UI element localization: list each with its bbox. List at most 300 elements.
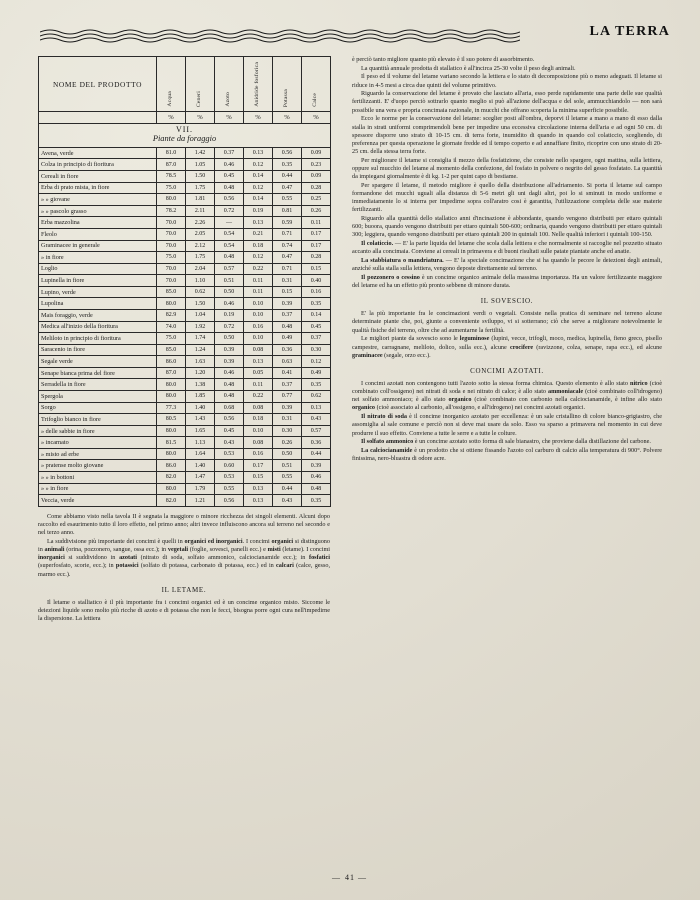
cell-value: 0.22 [244,391,273,403]
cell-value: 0.48 [273,321,302,333]
paragraph-colaticcio: Il colaticcio. — E' la parte liquida del letame che scola dalla lettiera e che normalmente si raccoglie nel pozzetto situato accanto alla concimaia. Conviene ai cereali in primavera e di buoni risultati sulle patate piantate anche ed anatie. [352,240,662,256]
cell-value: 0.11 [244,286,273,298]
unit-cell: % [244,112,273,124]
cell-value: 1.47 [186,472,215,484]
cell-value: 0.35 [302,298,331,310]
cell-value: 0.48 [215,391,244,403]
cell-value: 0.09 [302,147,331,159]
table-row [39,321,331,333]
cell-value: 0.39 [215,356,244,368]
cell-value: 0.37 [302,333,331,345]
cell-value: 1.85 [186,391,215,403]
cell-value: 0.10 [244,298,273,310]
table-row [39,159,331,171]
cell-value: 0.46 [302,472,331,484]
paragraph-azotati-intro: I concimi azotati non contengono tutti l'azoto sotto la stessa forma chimica. Questo elemento è allo stato nitrico (cioè combinato coll'ossigeno) nei nitrati di soda e nei nitrato di calce; è allo stato ammoniacale (cioè combinato coll'idrogeno) nei solfato ammoniaco; è allo stato organico (cioè combinato con carbonio nella calciocianamide, è infine allo stato organico (cioè associato al carbonio, all'ossigeno, e all'idrogeno) nei concimi azotati organici. [352,379,663,412]
section-number: VII. [175,125,194,135]
cell-value: 0.17 [244,460,273,472]
cell-value: 0.13 [244,147,273,159]
cell-value: 0.49 [302,367,331,379]
cell-value: 0.46 [215,367,244,379]
column-header-ceneri: Ceneri [186,57,215,112]
cell-value: 1.42 [186,147,215,159]
cell-product-name: Lupino, verde [39,286,157,298]
cell-product-name: Erba mazzolina [39,217,157,229]
paragraph-calciocianamide: La calciocianamide è un prodotto che si ottiene fissando l'azoto col carburo di calcio alla temperatura di 900°. Polvere finissima, nero-bluastra di odore acre. [352,446,662,463]
cell-value: 78.2 [157,205,186,217]
cell-value: 87.0 [157,159,186,171]
cell-value: 0.13 [244,356,273,368]
cell-value: 1.13 [186,437,215,449]
cell-value: 0.62 [302,391,331,403]
cell-product-name: Segale verde [39,356,157,368]
cell-product-name: » in fiore [39,252,157,264]
cell-value: 1.75 [186,252,215,264]
cell-value: 0.19 [244,205,273,217]
cell-value: — [215,217,244,229]
cell-product-name: » » giovane [39,194,157,206]
cell-product-name: Medica all'inizio della fioritura [39,321,157,333]
cell-value: 0.77 [273,391,302,403]
cell-value: 80.0 [157,425,186,437]
left-body-text [38,513,330,624]
cell-value: 1.63 [186,356,215,368]
cell-value: 78.5 [157,171,186,183]
section-heading-cell [39,124,331,148]
cell-value: 0.47 [273,252,302,264]
masthead [40,24,670,50]
cell-value: 1.40 [186,460,215,472]
cell-value: 0.36 [302,437,331,449]
cell-value: 0.47 [273,182,302,194]
cell-value: 0.39 [273,298,302,310]
table-row [39,194,331,206]
table-row [39,263,331,275]
cell-value: 0.55 [273,194,302,206]
cell-value: 0.12 [302,356,331,368]
paragraph: Il peso ed il volume del letame variano secondo la lettiera e lo stato di decomposizione più o meno adeguati. Il letame si riduce in 4-5 mesi a circa due quinti del volume primitivo. [352,73,662,89]
cell-value: 0.28 [302,182,331,194]
cell-value: 0.48 [215,379,244,391]
cell-value: 80.0 [157,298,186,310]
unit-cell: % [302,112,331,124]
cell-value: 1.92 [186,321,215,333]
cell-value: 1.64 [186,448,215,460]
cell-value: 74.0 [157,321,186,333]
cell-product-name: Colza in principio di fioritura [39,159,157,171]
unit-cell: % [186,112,215,124]
cell-value: 0.12 [244,159,273,171]
cell-value: 0.74 [273,240,302,252]
cell-value: 1.10 [186,275,215,287]
section-heading-letame: IL LETAME. [161,585,207,594]
cell-value: 0.16 [244,321,273,333]
cell-value: 0.50 [215,333,244,345]
page-title: LA TERRA [589,24,670,39]
cell-value: 0.05 [244,367,273,379]
cell-product-name: Meliloto in principio di fioritura [39,333,157,345]
paragraph-pozzonero: Il pozzonero o cessino è un concime organico animale della massima importanza. Ha un valore fertilizzante maggiore del letame ed ha un effetto più pronto sebbene di minore durata. [352,273,662,290]
column-header-acqua: Acqua [157,57,186,112]
paragraph: Ecco le norme per la conservazione del letame: sceglier posti all'ombra, deporvi il letame a mano a mano di esso dalla stalla in strati uniformi comprimendoli bene per impedire una eccessiva circolazione interna dell'aria e ad ogni 50 cm. di spessore disporre uno strato di 10-15 cm. di terra forte, inumidito di quando in quando col colaticcio, scegliendo, di preferenza per questa operazione le giornate fredde ed il tempo coperto e ad annaffiare finito, ricoprire con uno strato di 20-25 cm. della stessa terra forte. [352,115,662,156]
cell-value: 0.56 [215,414,244,426]
crops-table [38,56,331,507]
page-number: 41 [345,873,355,882]
table-row [39,367,331,379]
cell-value: 0.36 [273,344,302,356]
table-row [39,448,331,460]
table-row [39,171,331,183]
cell-product-name: Avena, verde [39,147,157,159]
cell-value: 0.43 [215,437,244,449]
cell-value: 1.38 [186,379,215,391]
cell-value: 0.55 [215,483,244,495]
cell-value: 0.56 [215,194,244,206]
cell-value: 0.48 [215,182,244,194]
paragraph: La quantità annuale prodotta di stallatico è all'incirca 25-30 volte il peso degli animali. [361,64,576,72]
cell-product-name: Cereali in fiore [39,171,157,183]
table-row [39,483,331,495]
cell-product-name: Erba di prato mista, in fiore [39,182,157,194]
cell-value: 1.04 [186,309,215,321]
paragraph: è perciò tanto migliore quanto più elevato è il suo potere di assorbimento. [352,56,535,63]
left-column [38,56,330,856]
cell-value: 0.71 [273,228,302,240]
table-row-units [39,112,331,124]
cell-value: 70.0 [157,275,186,287]
cell-product-name: Saracenio in fiore [39,344,157,356]
cell-value: 0.17 [302,240,331,252]
paragraph: Riguardo la conservazione del letame è provato che lasciato all'aria, esso perde rapidamente una parte delle sue qualità fertilizzanti. E' d'uopo perciò sottrarlo quanto meglio si può all'azione dell'acqua e del sole, ammucchiandolo — non sarà possibile una vera e propria concimaia razionale, in mucchi che offrano scoperta la minima superficie possibile. [352,90,662,114]
table-row [39,240,331,252]
paragraph: Riguardo alla quantità dello stallatico anni d'incinazione è abbondante, quando vengono distribuiti per ettaro quintali 600; buoora, quando vengono distribuiti per ettaro quintali 500-600; ordinaria, quando vengono distribuiti per ettaro quintali 300; leggiera, quando vengono distribuiti per ettaro quintali 200 in quintali 100. Nelle qualità inferiori i quintali 100-150. [352,215,662,239]
cell-value: 77.3 [157,402,186,414]
column-header-anidride-fosforica: Anidride fosforica [244,57,273,112]
unit-cell: % [273,112,302,124]
paragraph-nitrato-di-soda: Il nitrato di soda è il concime inorganico azotato per eccellenza: è un sale cristallino di colore bianco-grigiastro, che assomiglia al sale comune e perciò non si deve mai usare da solo. Esso va sparso a primavera nel momento in cui deve produrre il suo effetto. Conviene a tutte le serre e a tutte le colture. [352,413,662,437]
cell-value: 0.48 [215,252,244,264]
cell-value: 0.26 [273,437,302,449]
table-row [39,495,331,507]
cell-value: 0.45 [302,321,331,333]
cell-value: 80.0 [157,483,186,495]
cell-value: 0.12 [244,182,273,194]
folio-dash-left: — [332,873,342,882]
cell-value: 0.40 [302,275,331,287]
cell-value: 0.54 [215,240,244,252]
cell-value: 0.37 [215,147,244,159]
cell-value: 0.62 [186,286,215,298]
cell-value: 1.20 [186,367,215,379]
cell-value: 0.57 [302,425,331,437]
table-row [39,147,331,159]
cell-value: 70.0 [157,240,186,252]
cell-value: 1.40 [186,402,215,414]
cell-value: 1.50 [186,171,215,183]
cell-value: 0.37 [273,309,302,321]
cell-value: 0.45 [215,425,244,437]
cell-value: 0.14 [302,309,331,321]
table-row [39,228,331,240]
cell-product-name: Mais foraggio, verde [39,309,157,321]
cell-product-name: » pratense molto giovane [39,460,157,472]
cell-value: 0.31 [273,275,302,287]
folio-dash-right: — [358,873,368,882]
paragraph: Per spargere il letame, il metodo migliore è quello della distribuzione all'adriamento. Si porta il letame sul campo formandone dei mucchi uguali alla distanza di 5-6 metri gli uni dagli altri, poi lo si sminuti in modo uniforme e immediatamente lo si interra per impedirne sopra coll'aratro cosi è garantita, l'utilizzazione completa delle sue materie fertilizzanti. [352,181,662,214]
cell-product-name: Sorgo [39,402,157,414]
cell-value: 0.39 [273,402,302,414]
cell-value: 1.75 [186,182,215,194]
cell-value: 0.63 [273,356,302,368]
cell-value: 0.46 [215,159,244,171]
cell-value: 70.0 [157,263,186,275]
cell-value: 0.44 [302,448,331,460]
cell-value: 0.48 [302,483,331,495]
cell-value: 0.15 [244,472,273,484]
cell-value: 0.71 [273,263,302,275]
cell-value: 0.08 [244,344,273,356]
cell-value: 75.0 [157,252,186,264]
cell-value: 1.74 [186,333,215,345]
cell-value: 0.19 [215,309,244,321]
cell-value: 0.68 [215,402,244,414]
cell-product-name: Lupolina [39,298,157,310]
cell-value: 0.30 [302,344,331,356]
cell-value: 0.51 [273,460,302,472]
cell-value: 1.81 [186,194,215,206]
cell-value: 0.46 [215,298,244,310]
cell-value: 0.26 [302,205,331,217]
cell-value: 81.5 [157,437,186,449]
cell-value: 1.05 [186,159,215,171]
cell-value: 0.18 [244,414,273,426]
cell-value: 0.14 [244,194,273,206]
table-row [39,252,331,264]
cell-value: 0.60 [215,460,244,472]
cell-product-name: Fleolo [39,228,157,240]
cell-value: 2.05 [186,228,215,240]
cell-value: 0.50 [273,448,302,460]
cell-value: 86.0 [157,460,186,472]
cell-value: 2.11 [186,205,215,217]
cell-value: 0.72 [215,321,244,333]
cell-value: 0.53 [215,472,244,484]
cell-value: 0.28 [302,252,331,264]
cell-value: 0.10 [244,333,273,345]
cell-value: 0.14 [244,171,273,183]
cell-value: 2.26 [186,217,215,229]
crops-table-wrapper [38,56,330,507]
cell-value: 0.43 [273,495,302,507]
table-row [39,437,331,449]
cell-value: 0.59 [273,217,302,229]
paragraph: Come abbiamo visto nella tavola II è segnata la maggiore o minore ricchezza dei singoli elementi. Alcuni dopo raccolto ed esaurimento tutto il loro effetto, nel primo anno; altri invece influiscono ancora sul terreno nel secondo e nel terzo anno. [38,512,330,537]
units-label [39,112,157,124]
cell-value: 0.35 [273,159,302,171]
cell-product-name: Loglio [39,263,157,275]
cell-value: 0.43 [302,414,331,426]
cell-value: 0.11 [244,275,273,287]
cell-value: 0.13 [244,495,273,507]
cell-value: 82.0 [157,495,186,507]
column-header-potassa: Potassa [273,57,302,112]
cell-value: 0.09 [302,171,331,183]
cell-value: 0.16 [244,448,273,460]
section-heading-concimi-azotati: CONCIMI AZOTATI. [470,366,544,375]
table-section-heading [39,124,331,148]
cell-value: 2.12 [186,240,215,252]
table-header-row [39,57,331,112]
section-title: Piante da foraggio [152,134,217,144]
cell-value: 0.10 [244,425,273,437]
right-column [352,56,662,856]
cell-product-name: » misto ad erbe [39,448,157,460]
table-row [39,460,331,472]
cell-product-name: » » in fiore [39,483,157,495]
cell-value: 0.44 [273,171,302,183]
cell-product-name: Trifoglio bianco in fiore [39,414,157,426]
cell-value: 0.39 [302,460,331,472]
cell-value: 0.10 [244,309,273,321]
table-row [39,356,331,368]
cell-value: 0.44 [273,483,302,495]
paragraph-sovescio-piante: Le migliori piante da sovescio sono le leguminose (lupini, vecce, trifogli, moco, medica, lupinella, fieno greco, pisello campestre, carragnane, meliloto, dolico, sulla ecc.), alcune crocifere (ravizzone, colza, senape, rapa ecc.), ed alcune graminacee (segale, orzo ecc.). [352,335,662,359]
table-row [39,344,331,356]
cell-value: 0.72 [215,205,244,217]
column-header-calce: Calce [302,57,331,112]
cell-value: 0.22 [244,263,273,275]
cell-value: 75.0 [157,182,186,194]
cell-value: 0.21 [244,228,273,240]
cell-value: 0.12 [244,252,273,264]
column-header-name: NOME DEL PRODOTTO [39,57,157,112]
cell-product-name: Graminacee in generale [39,240,157,252]
cell-value: 1.79 [186,483,215,495]
cell-value: 0.25 [302,194,331,206]
unit-cell: % [215,112,244,124]
cell-product-name: » » in bottoni [39,472,157,484]
cell-value: 80.0 [157,194,186,206]
cell-value: 80.5 [157,414,186,426]
folio [0,873,700,882]
cell-value: 81.0 [157,147,186,159]
cell-product-name: » delle sabbie in fiore [39,425,157,437]
cell-value: 85.0 [157,286,186,298]
table-row [39,286,331,298]
cell-value: 1.24 [186,344,215,356]
cell-value: 0.13 [244,217,273,229]
table-row [39,402,331,414]
cell-product-name: Serradella in fiore [39,379,157,391]
cell-value: 0.45 [215,171,244,183]
cell-value: 0.35 [302,379,331,391]
paragraph-concimi-classification: La suddivisione più importante dei concimi è quelli in organici ed inorganici. I concimi organici si distinguono in animali (orina, pozzonero, sangue, ossa ecc.); in vegetali (foglie, sovesci, panelli ecc.) e misti (letame). I concimi inorganici si suddividono in azotati (nitrato di soda, solfato ammonico, calciocianamide ecc.); in fosfatici (superfosfato, scorie, ecc.); in potassici (solfato di potassa, carbonato di potassa, ecc.) ed in calcari (calce, gesso, marmo ecc.). [38,537,331,578]
cell-value: 0.13 [302,402,331,414]
cell-value: 0.18 [244,240,273,252]
cell-value: 0.11 [302,217,331,229]
cell-value: 0.54 [215,228,244,240]
cell-value: 1.21 [186,495,215,507]
cell-product-name: Lupinella in fiore [39,275,157,287]
cell-value: 70.0 [157,228,186,240]
cell-product-name: Senape bianca prima del fiore [39,367,157,379]
paragraph: E' la più importante fra le concimazioni verdi o vegetali. Consiste nella pratica di seminare nel terreno alcune determinate piante che, poi, giunte a conveniente sviluppo, vi si sotterrano; ciò che serve a migliorare notevolmente le qualità fisiche del terreno, oltre che ad aumentarne la fertilità. [352,310,662,334]
cell-product-name: Veccia, verde [39,495,157,507]
cell-product-name: » incarnato [39,437,157,449]
cell-value: 80.0 [157,448,186,460]
cell-value: 75.0 [157,333,186,345]
paragraph-stabbiatura: La stabbiatura o mandriatura. — E' la speciale concimazione che si ha quando le pecore le deiezioni degli animali, anziché sulla stalla sulla lettiera, vengono deposte direttamente sul terreno. [352,257,662,273]
cell-value: 0.30 [273,425,302,437]
table-row [39,298,331,310]
cell-value: 82.9 [157,309,186,321]
paragraph: Per migliorare il letame si consiglia il mezzo della fosfatizione, che consiste nello spargere, ogni mattina, sulla lettiera, oppure sul mucchio del letame al momento della confezione, del fosfato in polvere o negrito del gesso fosfatato. La quantità da impiegarsi giornalmente è di kg. 1-2 per quint capo di bestiame. [352,156,662,181]
table-row [39,275,331,287]
decorative-wave-rule [40,28,520,44]
crops-table-body [39,112,331,507]
cell-value: 0.35 [302,495,331,507]
cell-value: 0.17 [302,228,331,240]
cell-value: 0.49 [273,333,302,345]
paragraph: Il letame o stalliatico è il più importante fra i concimi organici ed è un concime organico misto. Siccome le deiezioni liquide sono molto più ricche di azoto e di potassa che non le fecci, bisogna porre ogni cura nell'impedirne la dispersione. La lettiera [38,598,330,623]
unit-cell: % [157,112,186,124]
cell-value: 87.0 [157,367,186,379]
cell-value: 2.04 [186,263,215,275]
cell-value: 1.65 [186,425,215,437]
cell-value: 0.50 [215,286,244,298]
cell-value: 0.56 [273,147,302,159]
cell-value: 0.23 [302,159,331,171]
cell-value: 1.43 [186,414,215,426]
cell-value: 80.0 [157,391,186,403]
cell-value: 70.0 [157,217,186,229]
table-row [39,391,331,403]
cell-value: 0.16 [302,286,331,298]
cell-value: 0.39 [215,344,244,356]
cell-value: 0.53 [215,448,244,460]
paragraph-solfato-ammonico: Il solfato ammonico è un concime azotato sotto forma di sale bianastro, che proviene dalla distillazione del carbone. [361,438,651,446]
cell-value: 0.41 [273,367,302,379]
cell-value: 0.37 [273,379,302,391]
table-row [39,205,331,217]
cell-value: 0.57 [215,263,244,275]
cell-product-name: » » pascolo grasso [39,205,157,217]
table-row [39,333,331,345]
cell-product-name: Spergola [39,391,157,403]
column-header-azoto: Azoto [215,57,244,112]
cell-value: 0.81 [273,205,302,217]
table-row [39,379,331,391]
cell-value: 82.0 [157,472,186,484]
table-row [39,472,331,484]
table-row [39,425,331,437]
cell-value: 0.15 [273,286,302,298]
cell-value: 1.50 [186,298,215,310]
table-row [39,182,331,194]
cell-value: 86.0 [157,356,186,368]
cell-value: 0.13 [244,483,273,495]
table-row [39,414,331,426]
cell-value: 0.55 [273,472,302,484]
section-heading-sovescio: IL SOVESCIO. [480,297,534,306]
cell-value: 0.51 [215,275,244,287]
table-row [39,309,331,321]
cell-value: 0.15 [302,263,331,275]
cell-value: 0.08 [244,402,273,414]
cell-value: 0.31 [273,414,302,426]
cell-value: 85.0 [157,344,186,356]
cell-value: 0.56 [215,495,244,507]
